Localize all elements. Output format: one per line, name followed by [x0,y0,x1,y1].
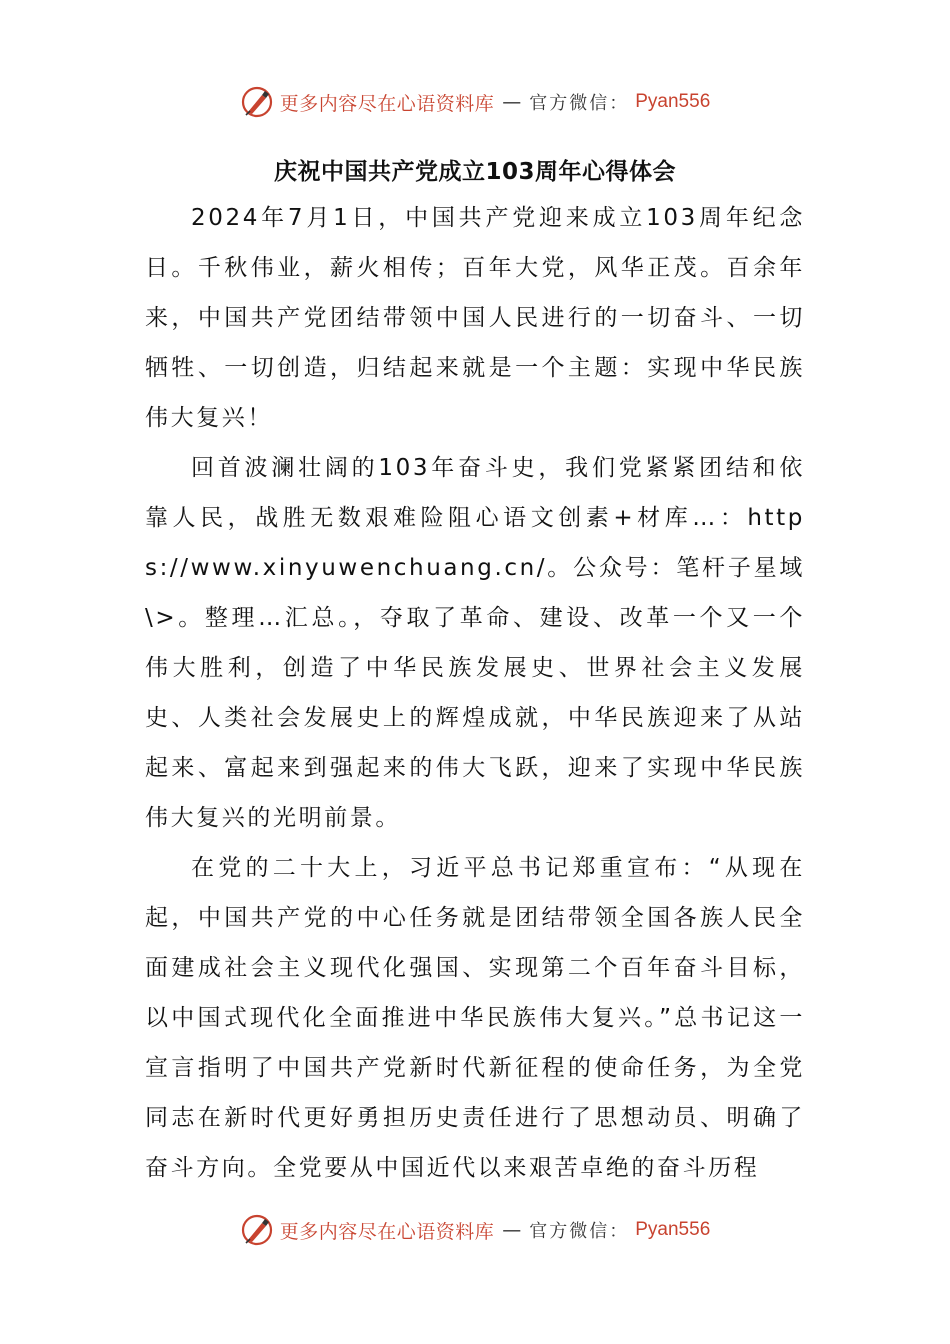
paragraph-3: 在党的二十大上，习近平总书记郑重宣布：“从现在起，中国共产党的中心任务就是团结带领全国各族人民全面建成社会主义现代化强国、实现第二个百年奋斗目标，以中国式现代化全面推进中华民族伟大复兴。”总书记这一宣言指明了中国共产党新时代新征程的使命任务，为全党同志在新时代更好勇担历史责任进行了思想动员、明确了奋斗方向。全党要从中国近代以来艰苦卓绝的奋斗历程 [145,855,805,1181]
paragraph-2: 回首波澜壮阔的103年奋斗史，我们党紧紧团结和依靠人民，战胜无数艰难险阻心语文创素+材库…：https://www.xinyuwenchuang.cn/。公众号：笔杆子星域\>。整理…汇总。，夺取了革命、建设、改革一个又一个伟大胜利，创造了中华民族发展史、世界社会主义发展史、人类社会发展史上的辉煌成就，中华民族迎来了从站起来、富起来到强起来的伟大飞跃，迎来了实现中华民族伟大复兴的光明前景。 [145,455,805,831]
paragraph-1: 2024年7月1日，中国共产党迎来成立103周年纪念日。千秋伟业，薪火相传；百年大党，风华正茂。百余年来，中国共产党团结带领中国人民进行的一切奋斗、一切牺牲、一切创造，归结起来就是一个主题：实现中华民族伟大复兴！ [145,205,805,431]
document-title: 庆祝中国共产党成立103周年心得体会 [273,159,676,185]
header-banner [0,82,950,122]
banner-wechat-id: Pyan556 [635,91,711,112]
footer-banner [0,1210,950,1250]
banner-dash: — [502,1219,522,1241]
banner-text: 更多内容尽在心语资料库 [279,1220,495,1243]
banner-official-label: 官方微信： [529,1221,630,1242]
banner-official-label: 官方微信： [529,93,630,114]
banner-dash: — [502,91,522,113]
banner-wechat-id: Pyan556 [635,1219,711,1240]
document-body [145,193,805,1193]
banner-text: 更多内容尽在心语资料库 [279,92,495,115]
pen-logo-icon [240,85,274,119]
pen-logo-icon [240,1213,274,1247]
